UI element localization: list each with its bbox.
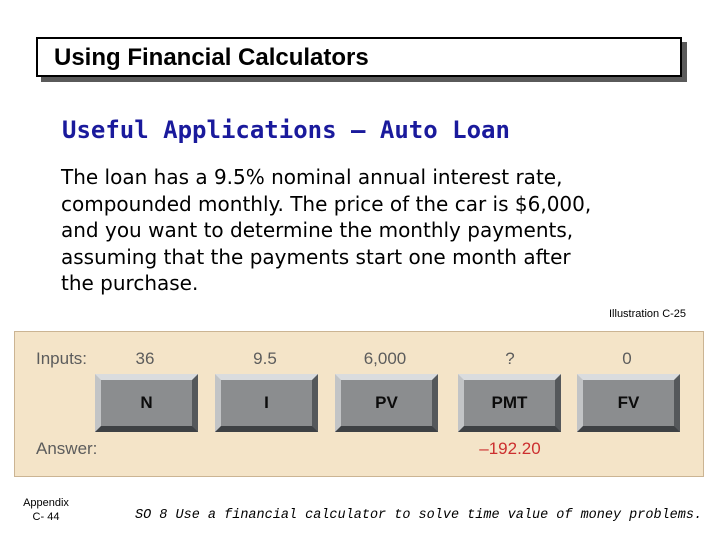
calculator-panel — [14, 331, 704, 477]
paragraph-line: and you want to determine the monthly payments, — [61, 218, 574, 242]
illustration-label: Illustration C-25 — [609, 308, 687, 320]
appendix-label — [16, 496, 76, 524]
paragraph-line: assuming that the payments start one month after — [61, 244, 571, 269]
appendix-title: Appendix — [23, 497, 69, 509]
input-fv-value: 0 — [622, 349, 632, 368]
input-pv-value: 6,000 — [363, 349, 407, 368]
paragraph-line: compounded monthly. The price of the car is $6,000, — [61, 191, 592, 216]
answer-label: Answer: — [36, 439, 98, 458]
input-i-value: 9.5 — [253, 349, 277, 368]
study-objective: SO 8 Use a financial calculator to solve time value of money problems. — [135, 508, 703, 523]
input-pmt-value: ? — [505, 349, 515, 368]
paragraph-line: The loan has a 9.5% nominal annual interest rate, — [61, 165, 563, 189]
slide-title-box — [36, 37, 682, 77]
answer-value: –192.20 — [479, 439, 541, 458]
inputs-label: Inputs: — [36, 349, 88, 368]
fv-key[interactable]: FV — [577, 374, 680, 432]
appendix-page: C- 44 — [32, 511, 60, 523]
n-key[interactable]: N — [95, 374, 198, 432]
input-n-value: 36 — [135, 349, 155, 368]
slide-title: Using Financial Calculators — [54, 44, 369, 71]
slide-subtitle: Useful Applications – Auto Loan — [62, 116, 510, 144]
i-key[interactable]: I — [215, 374, 318, 432]
pv-key[interactable]: PV — [335, 374, 438, 432]
problem-paragraph — [61, 164, 701, 297]
paragraph-line: the purchase. — [61, 271, 199, 295]
pmt-key[interactable]: PMT — [458, 374, 561, 432]
